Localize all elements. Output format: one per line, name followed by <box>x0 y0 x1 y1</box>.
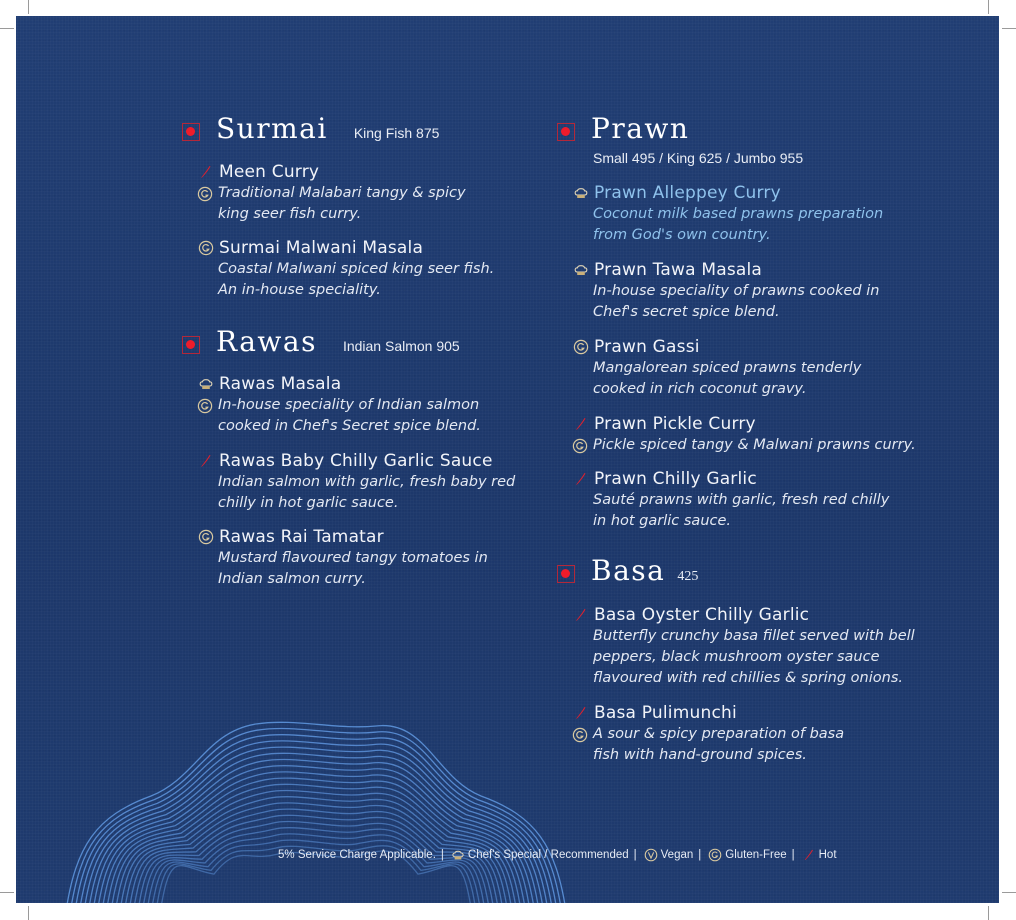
gluten-free-icon <box>573 339 589 355</box>
legend-chef-special: Chef's Special / Recommended <box>467 849 629 861</box>
legend-gluten-free: Gluten-Free <box>725 849 787 861</box>
desc-line: In-house speciality of prawns cooked in <box>593 283 880 299</box>
desc-line: Mustard flavoured tangy tomatoes in <box>218 550 488 566</box>
crop-mark <box>28 0 29 14</box>
desc-line: chilly in hot garlic sauce. <box>218 495 399 511</box>
desc-line: Coconut milk based prawns preparation <box>593 206 884 222</box>
desc-line: An in-house speciality. <box>218 282 381 298</box>
chef-hat-icon <box>198 376 214 392</box>
dish-item <box>573 259 957 323</box>
dish-description <box>198 259 542 301</box>
gluten-free-icon <box>708 848 722 862</box>
dish-description <box>198 548 542 590</box>
section-price: King Fish 875 <box>353 125 440 141</box>
desc-line: Mangalorean spiced prawns tenderly <box>593 360 862 376</box>
section-marker-icon <box>182 336 200 354</box>
dish-item <box>198 373 542 437</box>
dish-item <box>198 526 542 590</box>
desc-line: A sour & spicy preparation of basa <box>593 726 845 742</box>
dish-name: Prawn Pickle Curry <box>594 414 756 434</box>
dish-name: Surmai Malwani Masala <box>219 238 424 258</box>
dish-name: Prawn Alleppey Curry <box>594 183 781 203</box>
dish-item <box>198 450 542 514</box>
dish-description <box>573 435 957 456</box>
dish-name: Prawn Gassi <box>594 337 700 357</box>
desc-line: peppers, black mushroom oyster sauce <box>593 649 880 665</box>
dish-item <box>198 161 542 225</box>
desc-line: Indian salmon with garlic, fresh baby red <box>218 474 516 490</box>
desc-line: from God's own country. <box>593 227 771 243</box>
dish-name: Rawas Rai Tamatar <box>219 527 384 547</box>
section-surmai <box>182 112 542 301</box>
desc-line: Sauté prawns with garlic, fresh red chilly <box>593 492 890 508</box>
hot-icon <box>573 607 589 623</box>
crop-mark <box>1002 28 1016 29</box>
dish-item <box>573 702 957 766</box>
section-marker-icon <box>557 123 575 141</box>
crop-mark <box>1002 892 1016 893</box>
dish-description <box>573 490 957 532</box>
dish-description <box>198 472 542 514</box>
desc-line: king seer fish curry. <box>218 206 362 222</box>
dish-description <box>198 395 542 437</box>
dish-item <box>198 237 542 301</box>
desc-line: Indian salmon curry. <box>218 571 366 587</box>
hot-icon <box>198 453 214 469</box>
dish-name: Meen Curry <box>219 162 320 182</box>
gluten-free-icon <box>572 727 588 743</box>
dish-item <box>573 604 957 689</box>
hot-icon <box>198 164 214 180</box>
gluten-free-icon <box>197 186 213 202</box>
desc-line: Chef's secret spice blend. <box>593 304 780 320</box>
section-price: Small 495 / King 625 / Jumbo 955 <box>593 150 804 166</box>
separator: | <box>440 849 444 861</box>
vegan-icon <box>644 848 658 862</box>
gluten-free-icon <box>197 398 213 414</box>
desc-line: in hot garlic sauce. <box>593 513 732 529</box>
desc-line: Pickle spiced tangy & Malwani prawns curry. <box>593 437 916 453</box>
gluten-free-icon <box>198 240 214 256</box>
crop-mark <box>0 28 14 29</box>
dish-name: Prawn Tawa Masala <box>594 260 763 280</box>
dish-item <box>573 413 957 456</box>
dish-item <box>573 468 957 532</box>
desc-line: cooked in Chef's Secret spice blend. <box>218 418 481 434</box>
separator: | <box>698 849 702 861</box>
section-marker-icon <box>182 123 200 141</box>
desc-line: fish with hand-ground spices. <box>593 747 807 763</box>
crop-mark <box>0 892 14 893</box>
hot-icon <box>802 848 816 862</box>
gluten-free-icon <box>572 438 588 454</box>
dish-name: Prawn Chilly Garlic <box>594 469 757 489</box>
hot-icon <box>573 471 589 487</box>
service-charge-note: 5% Service Charge Applicable. <box>278 849 436 861</box>
legend-footer <box>278 848 837 862</box>
dish-name: Rawas Masala <box>219 374 342 394</box>
dish-name: Basa Pulimunchi <box>594 703 737 723</box>
desc-line: cooked in rich coconut gravy. <box>593 381 807 397</box>
chef-hat-icon <box>573 185 589 201</box>
section-price: Indian Salmon 905 <box>342 338 460 354</box>
desc-line: flavoured with red chillies & spring onions. <box>593 670 904 686</box>
dish-description <box>573 626 957 689</box>
section-marker-icon <box>557 565 575 583</box>
section-rawas <box>182 325 542 590</box>
desc-line: Butterfly crunchy basa fillet served with bell <box>593 628 915 644</box>
dish-item <box>573 336 957 400</box>
legend-vegan: Vegan <box>660 849 694 861</box>
section-title: Prawn <box>591 112 690 145</box>
section-price: 425 <box>677 569 699 584</box>
section-title: Rawas <box>216 325 317 358</box>
hot-icon <box>573 416 589 432</box>
right-column <box>557 112 957 766</box>
section-title: Basa <box>591 554 666 587</box>
dish-name: Basa Oyster Chilly Garlic <box>594 605 810 625</box>
dish-description <box>573 358 957 400</box>
chef-hat-icon <box>451 848 465 862</box>
left-column <box>182 112 542 590</box>
dish-description <box>573 281 957 323</box>
section-title: Surmai <box>216 112 328 145</box>
hot-icon <box>573 705 589 721</box>
dish-description <box>198 183 542 225</box>
desc-line: Traditional Malabari tangy & spicy <box>218 185 466 201</box>
dish-description <box>573 204 957 246</box>
dish-description <box>573 724 957 766</box>
chef-hat-icon <box>573 262 589 278</box>
dish-item-highlighted <box>573 182 957 246</box>
crop-mark <box>988 0 989 14</box>
wave-lines-decoration <box>56 706 576 903</box>
section-basa <box>557 554 957 766</box>
desc-line: Coastal Malwani spiced king seer fish. <box>218 261 495 277</box>
section-prawn <box>557 112 957 532</box>
legend-hot: Hot <box>818 849 837 861</box>
dish-name: Rawas Baby Chilly Garlic Sauce <box>219 451 493 471</box>
separator: | <box>633 849 637 861</box>
desc-line: In-house speciality of Indian salmon <box>218 397 480 413</box>
separator: | <box>791 849 795 861</box>
crop-mark <box>988 906 989 920</box>
gluten-free-icon <box>198 529 214 545</box>
crop-mark <box>28 906 29 920</box>
